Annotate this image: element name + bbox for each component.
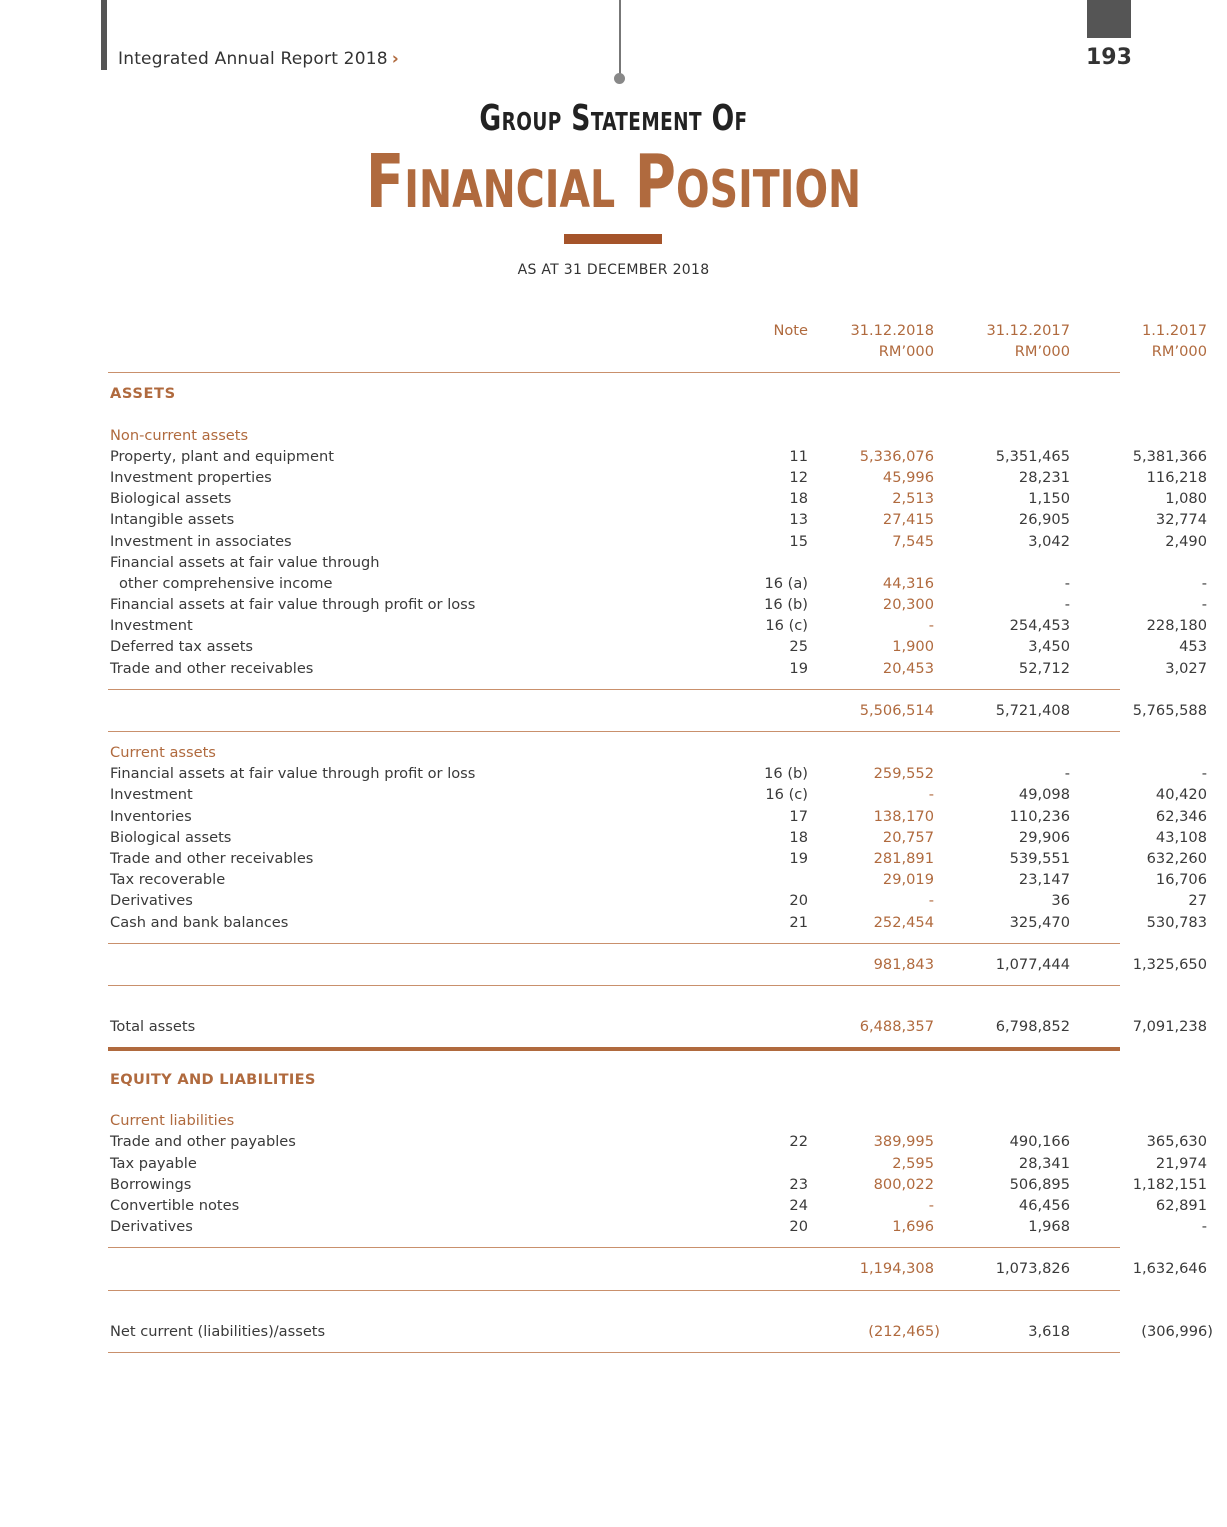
row-label: Tax payable: [110, 1154, 197, 1172]
row-label: Investment: [110, 786, 193, 804]
corner-block: [1087, 0, 1131, 38]
table-cell: 29,906: [1018, 828, 1070, 846]
title-line1: Group Statement Of: [479, 98, 748, 139]
row-label: other comprehensive income: [119, 574, 333, 592]
row-label: Investment in associates: [110, 532, 292, 550]
table-cell: 16 (c): [765, 786, 808, 804]
table-cell: 45,996: [882, 468, 934, 486]
table-row: [108, 763, 1207, 784]
table-cell: 5,721,408: [995, 701, 1070, 719]
total-assets-row: [108, 1016, 1207, 1037]
table-cell: 27: [1188, 892, 1207, 910]
row-label: Property, plant and equipment: [110, 447, 334, 465]
table-cell: 24: [789, 1197, 808, 1214]
column-2018-header: 31.12.2018: [850, 322, 934, 339]
table-cell: 1,150: [1028, 490, 1070, 508]
row-label: Tax recoverable: [110, 871, 226, 889]
subsection-heading: [108, 1110, 1120, 1131]
table-cell: 1,968: [1028, 1218, 1070, 1236]
assets-heading: ASSETS: [110, 385, 176, 403]
table-cell: 5,765,588: [1132, 701, 1207, 719]
table-cell: 6,798,852: [995, 1017, 1070, 1035]
table-row: [108, 848, 1207, 869]
current-assets-heading: Current assets: [110, 744, 216, 761]
report-name-text: Integrated Annual Report 2018: [118, 49, 388, 69]
net-current-label: Net current (liabilities)/assets: [110, 1322, 326, 1340]
table-row: [108, 636, 1207, 657]
net-current-row: [108, 1321, 1213, 1342]
table-row: [108, 806, 1207, 827]
table-row: [108, 488, 1207, 509]
table-cell: 36: [1051, 892, 1070, 910]
equity-liabilities-heading: EQUITY AND LIABILITIES: [110, 1071, 316, 1089]
table-cell: 20: [789, 1218, 808, 1236]
table-row: [108, 784, 1207, 805]
table-cell: 16,706: [1155, 871, 1207, 889]
table-cell: 539,551: [1009, 849, 1070, 867]
non-current-total-row: [108, 700, 1207, 721]
table-cell: 2,490: [1165, 532, 1207, 550]
table-cell: 16 (c): [765, 617, 808, 635]
current-assets-total-row: [108, 954, 1207, 975]
table-cell: 1,077,444: [995, 955, 1070, 973]
table-cell: 20,300: [882, 596, 934, 614]
subsection-heading: [108, 742, 1120, 763]
column-2017-opening-unit: RM’000: [1151, 343, 1207, 361]
section-heading: [108, 383, 1120, 404]
table-row: [108, 615, 1207, 636]
table-cell: -: [1201, 1218, 1207, 1236]
chevron-right-icon: ›: [391, 49, 399, 69]
non-current-assets-rows: [108, 446, 1207, 679]
table-cell: 46,456: [1018, 1197, 1070, 1214]
table-cell: 632,260: [1146, 849, 1207, 867]
table-cell: -: [928, 617, 934, 635]
table-cell: 27,415: [882, 511, 934, 529]
table-cell: -: [1201, 574, 1207, 592]
table-row: [108, 1153, 1207, 1174]
table-cell: 13: [789, 511, 808, 529]
table-cell: 252,454: [873, 913, 934, 931]
table-cell: 259,552: [873, 765, 934, 783]
subsection-heading: [108, 425, 1120, 446]
table-cell: 20,453: [882, 659, 934, 677]
table-row: [108, 1195, 1207, 1216]
table-cell: 18: [789, 828, 808, 846]
table-cell: -: [928, 892, 934, 910]
table-cell: 23: [789, 1175, 808, 1193]
table-cell: 7,091,238: [1132, 1017, 1207, 1035]
table-cell: 23,147: [1018, 871, 1070, 889]
table-cell: 62,346: [1155, 807, 1207, 825]
pin-line: [619, 0, 621, 76]
table-cell: 1,080: [1165, 490, 1207, 508]
row-label: Borrowings: [110, 1175, 192, 1193]
row-label: Convertible notes: [110, 1197, 240, 1214]
row-label: Investment properties: [110, 468, 272, 486]
current-liabilities-rows: [108, 1131, 1207, 1237]
table-row: [108, 467, 1207, 488]
row-label: Inventories: [110, 807, 192, 825]
table-cell: -: [1201, 765, 1207, 783]
row-label: Investment: [110, 617, 193, 635]
row-label: Trade and other receivables: [110, 849, 314, 867]
table-cell: 22: [789, 1133, 808, 1151]
table-cell: 365,630: [1146, 1133, 1207, 1151]
table-row: [108, 594, 1207, 615]
row-label: Financial assets at fair value through profit or loss: [110, 596, 476, 614]
table-cell: 20,757: [882, 828, 934, 846]
table-cell: 16 (b): [764, 765, 808, 783]
table-cell: 5,506,514: [859, 701, 934, 719]
column-2018-unit: RM’000: [878, 343, 934, 361]
table-cell: 254,453: [1009, 617, 1070, 635]
table-row: [108, 1131, 1207, 1152]
column-2017-opening-header: 1.1.2017: [1142, 322, 1207, 339]
table-cell: 1,632,646: [1132, 1260, 1207, 1278]
divider: [108, 943, 1120, 944]
divider: [108, 1247, 1120, 1248]
report-name: [118, 49, 399, 69]
column-header-row-2: [108, 341, 1207, 362]
table-cell: 20: [789, 892, 808, 910]
table-cell: 1,194,308: [859, 1260, 934, 1278]
divider: [108, 689, 1120, 690]
table-cell: 16 (a): [764, 574, 808, 592]
divider-thick: [108, 1047, 1120, 1051]
table-cell: 5,351,465: [995, 447, 1070, 465]
row-label: Intangible assets: [110, 511, 235, 529]
table-cell: 15: [789, 532, 808, 550]
table-cell: 19: [789, 849, 808, 867]
table-cell: 43,108: [1155, 828, 1207, 846]
table-cell: (306,996): [1141, 1322, 1213, 1340]
row-label: Biological assets: [110, 828, 232, 846]
table-cell: 44,316: [882, 574, 934, 592]
row-label: Financial assets at fair value through profit or loss: [110, 765, 476, 783]
table-row: [108, 531, 1207, 552]
title-line2: Financial Position: [365, 139, 862, 225]
table-cell: 3,042: [1028, 532, 1070, 550]
table-cell: 3,450: [1028, 638, 1070, 656]
header-bar: [101, 0, 107, 70]
column-header-row-1: [108, 320, 1207, 341]
table-row: [108, 573, 1207, 594]
table-cell: 40,420: [1155, 786, 1207, 804]
table-cell: 29,019: [882, 871, 934, 889]
table-row: [108, 912, 1207, 933]
table-row: [108, 658, 1207, 679]
table-row: [108, 827, 1207, 848]
total-assets-label: Total assets: [110, 1017, 196, 1035]
current-liabilities-heading: Current liabilities: [110, 1112, 235, 1130]
table-cell: -: [1201, 596, 1207, 614]
financial-position-table: [108, 320, 1213, 1363]
table-cell: -: [1064, 765, 1070, 783]
table-cell: 1,073,826: [995, 1260, 1070, 1278]
table-cell: 1,696: [892, 1218, 934, 1236]
statement-date: AS AT 31 DECEMBER 2018: [517, 262, 710, 278]
table-cell: 18: [789, 490, 808, 508]
divider: [108, 1290, 1120, 1291]
table-cell: -: [1064, 596, 1070, 614]
table-cell: 17: [789, 807, 808, 825]
divider: [108, 985, 1120, 986]
divider: [108, 372, 1120, 373]
table-cell: 506,895: [1009, 1175, 1070, 1193]
table-cell: 16 (b): [764, 596, 808, 614]
table-row: [108, 1174, 1207, 1195]
table-cell: 800,022: [873, 1175, 934, 1193]
non-current-assets-heading: Non-current assets: [110, 426, 249, 444]
table-cell: 490,166: [1009, 1133, 1070, 1151]
table-cell: 281,891: [873, 849, 934, 867]
table-cell: 453: [1179, 638, 1207, 656]
table-cell: 32,774: [1155, 511, 1207, 529]
table-cell: 19: [789, 659, 808, 677]
table-cell: 28,341: [1018, 1154, 1070, 1172]
table-cell: 530,783: [1146, 913, 1207, 931]
table-cell: 1,182,151: [1132, 1175, 1207, 1193]
table-cell: 28,231: [1018, 468, 1070, 486]
row-label: Trade and other payables: [110, 1133, 296, 1151]
table-cell: 21: [789, 913, 808, 931]
current-liabilities-total-row: [108, 1258, 1207, 1279]
note-column-header: Note: [773, 322, 808, 339]
table-cell: 1,900: [892, 638, 934, 656]
table-cell: 25: [789, 638, 808, 656]
table-cell: 49,098: [1018, 786, 1070, 804]
table-cell: 1,325,650: [1132, 955, 1207, 973]
row-label: Derivatives: [110, 892, 193, 910]
table-cell: 62,891: [1155, 1197, 1207, 1214]
table-cell: 228,180: [1146, 617, 1207, 635]
title-rule: [564, 234, 662, 244]
table-cell: 21,974: [1155, 1154, 1207, 1172]
table-cell: -: [928, 1197, 934, 1214]
divider: [108, 1352, 1120, 1353]
table-cell: 981,843: [873, 955, 934, 973]
page-number: 193: [1086, 45, 1132, 70]
table-row: [108, 869, 1207, 890]
row-label: Deferred tax assets: [110, 638, 254, 656]
table-cell: 3,027: [1165, 659, 1207, 677]
current-assets-rows: [108, 763, 1207, 933]
table-cell: 138,170: [873, 807, 934, 825]
table-cell: 6,488,357: [859, 1017, 934, 1035]
table-cell: 325,470: [1009, 913, 1070, 931]
table-row: [108, 446, 1207, 467]
table-row: [108, 552, 1120, 573]
table-cell: 3,618: [1028, 1322, 1070, 1340]
table-cell: 2,513: [892, 490, 934, 508]
table-row: [108, 890, 1207, 911]
table-row: [108, 509, 1207, 530]
column-2017-unit: RM’000: [1014, 343, 1070, 361]
divider: [108, 731, 1120, 732]
table-cell: 52,712: [1018, 659, 1070, 677]
row-label: Trade and other receivables: [110, 659, 314, 677]
table-cell: 5,381,366: [1132, 447, 1207, 465]
column-2017-header: 31.12.2017: [986, 322, 1070, 339]
table-cell: -: [928, 786, 934, 804]
table-cell: (212,465): [868, 1322, 940, 1340]
table-cell: -: [1064, 574, 1070, 592]
table-cell: 389,995: [873, 1133, 934, 1151]
table-cell: 12: [789, 468, 808, 486]
table-cell: 116,218: [1146, 468, 1207, 486]
table-cell: 26,905: [1018, 511, 1070, 529]
table-cell: 5,336,076: [859, 447, 934, 465]
row-label: Cash and bank balances: [110, 913, 289, 931]
row-label: Derivatives: [110, 1218, 193, 1236]
pin-dot: [614, 73, 625, 84]
table-row: [108, 1216, 1207, 1237]
table-cell: 2,595: [892, 1154, 934, 1172]
row-label: Biological assets: [110, 490, 232, 508]
table-cell: 11: [789, 447, 808, 465]
row-label: Financial assets at fair value through: [110, 553, 380, 571]
section-heading: [108, 1069, 1120, 1090]
table-cell: 7,545: [892, 532, 934, 550]
table-cell: 110,236: [1009, 807, 1070, 825]
